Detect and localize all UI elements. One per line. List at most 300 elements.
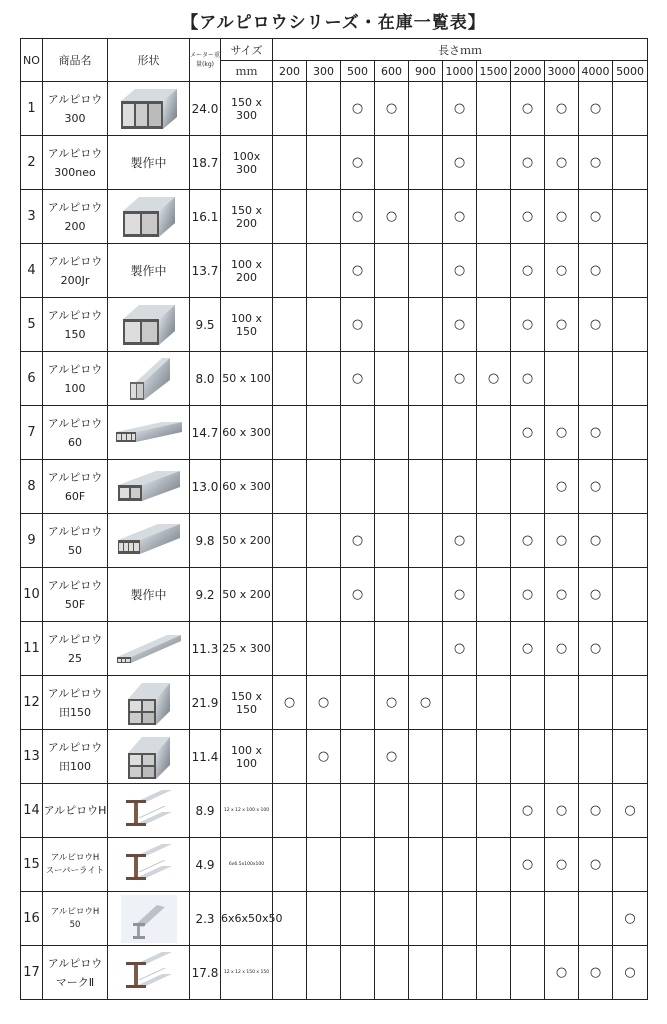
stock-cell-3000: ○ (545, 622, 579, 676)
cell-product-name (43, 514, 108, 568)
stock-cell-4000: ○ (579, 946, 613, 1000)
cell-size: 60 x 300 (221, 406, 273, 460)
cell-size: 150 x 300 (221, 82, 273, 136)
cell-no: 17 (21, 946, 43, 1000)
stock-cell-200 (273, 136, 307, 190)
stock-cell-900 (409, 514, 443, 568)
stock-cell-900 (409, 838, 443, 892)
cell-shape (108, 514, 190, 568)
stock-cell-4000 (579, 892, 613, 946)
profile-h-beam-icon (108, 950, 189, 996)
stock-cell-300 (307, 460, 341, 514)
stock-cell-1000: ○ (443, 244, 477, 298)
stock-cell-600 (375, 298, 409, 352)
product-name-line-1: アルピロウ (47, 578, 103, 592)
stock-cell-500: ○ (341, 244, 375, 298)
table-row (21, 406, 648, 460)
cell-shape (108, 244, 190, 298)
cell-no: 5 (21, 298, 43, 352)
stock-cell-900 (409, 622, 443, 676)
stock-cell-300 (307, 568, 341, 622)
cell-weight: 13.7 (190, 244, 221, 298)
stock-cell-3000 (545, 730, 579, 784)
stock-cell-5000 (613, 568, 648, 622)
stock-cell-5000 (613, 730, 648, 784)
cell-size: 50 x 100 (221, 352, 273, 406)
stock-cell-300 (307, 298, 341, 352)
stock-cell-1000: ○ (443, 298, 477, 352)
stock-cell-2000: ○ (511, 838, 545, 892)
page-title: 【アルピロウシリーズ・在庫一覧表】 (181, 13, 486, 33)
stock-cell-1500 (477, 298, 511, 352)
stock-cell-2000: ○ (511, 190, 545, 244)
stock-cell-500 (341, 622, 375, 676)
stock-cell-900 (409, 298, 443, 352)
stock-cell-500: ○ (341, 136, 375, 190)
stock-cell-3000 (545, 352, 579, 406)
stock-cell-4000: ○ (579, 568, 613, 622)
product-name-line-1: アルピロウ (47, 146, 103, 160)
stock-cell-2000: ○ (511, 352, 545, 406)
stock-cell-2000: ○ (511, 244, 545, 298)
stock-cell-200: ○ (273, 676, 307, 730)
stock-cell-500 (341, 730, 375, 784)
table-row (21, 460, 648, 514)
stock-cell-5000 (613, 82, 648, 136)
stock-cell-2000 (511, 892, 545, 946)
cell-shape (108, 838, 190, 892)
stock-cell-900 (409, 244, 443, 298)
table-row (21, 568, 648, 622)
stock-cell-2000: ○ (511, 82, 545, 136)
stock-cell-2000 (511, 730, 545, 784)
cell-weight: 2.3 (190, 892, 221, 946)
stock-cell-900 (409, 568, 443, 622)
header-length-2000: 2000 (511, 61, 545, 82)
table-row (21, 622, 648, 676)
cell-product-name (43, 352, 108, 406)
stock-cell-4000: ○ (579, 784, 613, 838)
stock-cell-3000: ○ (545, 568, 579, 622)
stock-cell-3000 (545, 892, 579, 946)
cell-no: 8 (21, 460, 43, 514)
header-shape: 形状 (108, 39, 190, 82)
cell-size: 12 x 12 x 150 x 150 (221, 946, 273, 1000)
stock-cell-1000 (443, 730, 477, 784)
cell-no: 11 (21, 622, 43, 676)
stock-cell-3000 (545, 676, 579, 730)
profile-flat-4cell-icon (108, 522, 189, 560)
stock-cell-1500 (477, 406, 511, 460)
stock-cell-600 (375, 406, 409, 460)
table-row (21, 676, 648, 730)
table-row (21, 514, 648, 568)
stock-cell-5000 (613, 136, 648, 190)
product-name-line-1: アルピロウH (50, 852, 100, 863)
cell-shape (108, 892, 190, 946)
product-name-line-2: 150 (64, 327, 86, 341)
stock-cell-600: ○ (375, 676, 409, 730)
stock-cell-500: ○ (341, 352, 375, 406)
stock-cell-200 (273, 514, 307, 568)
cell-no: 16 (21, 892, 43, 946)
table-row (21, 838, 648, 892)
product-name-line-2: 60 (68, 435, 82, 449)
stock-cell-900 (409, 82, 443, 136)
stock-cell-900 (409, 136, 443, 190)
stock-cell-200 (273, 568, 307, 622)
stock-cell-1000 (443, 406, 477, 460)
stock-cell-4000: ○ (579, 406, 613, 460)
cell-no: 2 (21, 136, 43, 190)
profile-tall-2cell-icon (108, 356, 189, 402)
stock-cell-4000: ○ (579, 244, 613, 298)
stock-cell-500: ○ (341, 82, 375, 136)
cell-size: 50 x 200 (221, 568, 273, 622)
stock-cell-4000: ○ (579, 82, 613, 136)
cell-shape (108, 190, 190, 244)
stock-cell-600 (375, 838, 409, 892)
stock-cell-1000: ○ (443, 514, 477, 568)
table-row (21, 784, 648, 838)
product-name-line-2: 60F (64, 489, 86, 503)
stock-cell-900 (409, 352, 443, 406)
stock-cell-1000: ○ (443, 568, 477, 622)
cell-product-name (43, 838, 108, 892)
stock-cell-3000: ○ (545, 82, 579, 136)
stock-cell-200 (273, 838, 307, 892)
cell-weight: 11.3 (190, 622, 221, 676)
stock-cell-200 (273, 190, 307, 244)
cell-size: 100 x 100 (221, 730, 273, 784)
stock-cell-200 (273, 406, 307, 460)
stock-cell-3000: ○ (545, 190, 579, 244)
cell-no: 9 (21, 514, 43, 568)
stock-cell-300: ○ (307, 676, 341, 730)
cell-shape (108, 352, 190, 406)
stock-cell-4000: ○ (579, 838, 613, 892)
profile-flat-multicell-icon (108, 418, 189, 448)
cell-size: 6x6.5x100x100 (221, 838, 273, 892)
cell-shape (108, 406, 190, 460)
cell-size: 12 x 12 x 100 x 100 (221, 784, 273, 838)
stock-cell-200 (273, 730, 307, 784)
stock-cell-300 (307, 406, 341, 460)
cell-product-name (43, 622, 108, 676)
stock-cell-2000: ○ (511, 514, 545, 568)
profile-box-2cell-icon (108, 303, 189, 347)
stock-cell-1500 (477, 838, 511, 892)
product-name-line-2: スーパーライト (45, 865, 105, 876)
stock-cell-3000: ○ (545, 946, 579, 1000)
cell-size: 6x6x50x50 (221, 892, 273, 946)
product-name-line-1: アルピロウH (50, 906, 100, 917)
product-name-line-2: マークⅡ (55, 975, 95, 989)
stock-cell-600 (375, 946, 409, 1000)
stock-cell-900 (409, 730, 443, 784)
header-length-4000: 4000 (579, 61, 613, 82)
cell-size: 100 x 200 (221, 244, 273, 298)
stock-cell-300 (307, 784, 341, 838)
stock-cell-900 (409, 946, 443, 1000)
cell-shape (108, 82, 190, 136)
stock-cell-3000: ○ (545, 784, 579, 838)
stock-cell-500: ○ (341, 514, 375, 568)
stock-cell-300 (307, 136, 341, 190)
cell-shape (108, 622, 190, 676)
shape-status-text: 製作中 (130, 156, 167, 170)
stock-cell-1500 (477, 190, 511, 244)
cell-product-name (43, 406, 108, 460)
cell-weight: 13.0 (190, 460, 221, 514)
stock-cell-600 (375, 136, 409, 190)
cell-shape (108, 460, 190, 514)
stock-cell-300 (307, 892, 341, 946)
cell-no: 3 (21, 190, 43, 244)
cell-weight: 11.4 (190, 730, 221, 784)
stock-cell-1000: ○ (443, 352, 477, 406)
stock-cell-3000: ○ (545, 514, 579, 568)
table-body (21, 82, 648, 1000)
stock-cell-200 (273, 460, 307, 514)
stock-cell-600 (375, 460, 409, 514)
stock-cell-500: ○ (341, 298, 375, 352)
stock-cell-600 (375, 352, 409, 406)
stock-cell-2000: ○ (511, 622, 545, 676)
header-length-900: 900 (409, 61, 443, 82)
cell-product-name (43, 136, 108, 190)
stock-cell-3000: ○ (545, 838, 579, 892)
inventory-table (20, 38, 648, 1000)
stock-cell-1500 (477, 622, 511, 676)
header-length-1000: 1000 (443, 61, 477, 82)
stock-cell-5000 (613, 298, 648, 352)
stock-cell-200 (273, 946, 307, 1000)
stock-cell-5000 (613, 244, 648, 298)
table-row (21, 190, 648, 244)
cell-product-name (43, 460, 108, 514)
stock-cell-1000 (443, 946, 477, 1000)
cell-product-name (43, 946, 108, 1000)
cell-size: 150 x 200 (221, 190, 273, 244)
profile-box-3cell-icon (108, 87, 189, 131)
cell-shape (108, 568, 190, 622)
cell-weight: 24.0 (190, 82, 221, 136)
product-name-line-1: アルピロウ (47, 524, 103, 538)
stock-cell-1000 (443, 838, 477, 892)
cell-no: 1 (21, 82, 43, 136)
cell-weight: 14.7 (190, 406, 221, 460)
stock-cell-1500 (477, 730, 511, 784)
cell-product-name (43, 244, 108, 298)
stock-cell-600 (375, 568, 409, 622)
stock-cell-1500 (477, 82, 511, 136)
stock-cell-900 (409, 460, 443, 514)
cell-no: 12 (21, 676, 43, 730)
cell-no: 10 (21, 568, 43, 622)
cell-size: 60 x 300 (221, 460, 273, 514)
stock-cell-1000: ○ (443, 190, 477, 244)
product-name-line-2: 100 (64, 381, 86, 395)
stock-cell-1500 (477, 676, 511, 730)
header-name: 商品名 (43, 39, 108, 82)
cell-size: 50 x 200 (221, 514, 273, 568)
stock-cell-900 (409, 892, 443, 946)
stock-cell-5000 (613, 460, 648, 514)
table-row (21, 946, 648, 1000)
stock-cell-5000: ○ (613, 784, 648, 838)
stock-cell-4000 (579, 352, 613, 406)
product-name-line-1: アルピロウ (47, 470, 103, 484)
stock-cell-500 (341, 892, 375, 946)
product-name-line-1: アルピロウ (47, 92, 103, 106)
header-no: NO (21, 39, 43, 82)
cell-product-name (43, 568, 108, 622)
product-name-line-1: アルピロウ (47, 632, 103, 646)
profile-square-4cell-icon (108, 679, 189, 727)
table-row (21, 244, 648, 298)
cell-product-name (43, 784, 108, 838)
table-row (21, 298, 648, 352)
cell-weight: 16.1 (190, 190, 221, 244)
stock-cell-5000 (613, 838, 648, 892)
stock-cell-1500 (477, 136, 511, 190)
header-length-1500: 1500 (477, 61, 511, 82)
cell-product-name (43, 730, 108, 784)
stock-cell-2000: ○ (511, 568, 545, 622)
stock-cell-200 (273, 784, 307, 838)
stock-cell-3000: ○ (545, 406, 579, 460)
cell-weight: 17.8 (190, 946, 221, 1000)
header-size-unit: ｍｍ (221, 61, 273, 82)
product-name-line-1: アルピロウH (43, 804, 107, 817)
stock-cell-3000: ○ (545, 136, 579, 190)
shape-status-text: 製作中 (130, 264, 167, 278)
stock-cell-1000 (443, 784, 477, 838)
stock-cell-5000 (613, 622, 648, 676)
product-name-line-1: アルピロウ (47, 254, 103, 268)
stock-cell-1500 (477, 460, 511, 514)
profile-flat-wide-icon (108, 467, 189, 507)
header-length-500: 500 (341, 61, 375, 82)
stock-cell-900: ○ (409, 676, 443, 730)
table-row (21, 352, 648, 406)
cell-shape (108, 946, 190, 1000)
stock-cell-600 (375, 244, 409, 298)
stock-cell-1500 (477, 568, 511, 622)
cell-product-name (43, 676, 108, 730)
stock-cell-2000 (511, 460, 545, 514)
stock-cell-1000 (443, 892, 477, 946)
stock-cell-200 (273, 298, 307, 352)
stock-cell-600 (375, 514, 409, 568)
header-length-3000: 3000 (545, 61, 579, 82)
stock-cell-200 (273, 352, 307, 406)
stock-cell-1000: ○ (443, 622, 477, 676)
cell-weight: 4.9 (190, 838, 221, 892)
stock-cell-500 (341, 676, 375, 730)
stock-cell-200 (273, 244, 307, 298)
stock-cell-3000: ○ (545, 460, 579, 514)
stock-cell-500 (341, 946, 375, 1000)
stock-cell-4000: ○ (579, 136, 613, 190)
profile-thin-plank-icon (108, 631, 189, 667)
stock-cell-300 (307, 946, 341, 1000)
product-name-line-1: アルピロウ (47, 956, 103, 970)
table-row (21, 136, 648, 190)
stock-cell-300 (307, 244, 341, 298)
stock-cell-500 (341, 406, 375, 460)
product-name-line-2: 50 (68, 543, 82, 557)
product-name-line-2: 田150 (59, 705, 91, 719)
stock-cell-4000: ○ (579, 298, 613, 352)
cell-no: 4 (21, 244, 43, 298)
header-weight: メーター重量(kg) (190, 39, 221, 82)
cell-product-name (43, 298, 108, 352)
stock-cell-4000 (579, 730, 613, 784)
stock-cell-300 (307, 622, 341, 676)
product-name-line-1: アルピロウ (47, 362, 103, 376)
stock-cell-5000 (613, 190, 648, 244)
stock-cell-200 (273, 622, 307, 676)
cell-weight: 9.8 (190, 514, 221, 568)
stock-cell-600: ○ (375, 190, 409, 244)
product-name-line-1: アルピロウ (47, 416, 103, 430)
stock-cell-5000: ○ (613, 946, 648, 1000)
cell-weight: 18.7 (190, 136, 221, 190)
product-name-line-2: 25 (68, 651, 82, 665)
stock-cell-5000 (613, 352, 648, 406)
profile-h-beam-icon (108, 788, 189, 834)
stock-cell-1000: ○ (443, 82, 477, 136)
cell-no: 13 (21, 730, 43, 784)
cell-size: 25 x 300 (221, 622, 273, 676)
stock-cell-300 (307, 514, 341, 568)
stock-cell-2000 (511, 676, 545, 730)
stock-cell-4000 (579, 676, 613, 730)
cell-size: 100 x 150 (221, 298, 273, 352)
cell-product-name (43, 190, 108, 244)
stock-cell-2000: ○ (511, 298, 545, 352)
header-length-600: 600 (375, 61, 409, 82)
stock-cell-4000: ○ (579, 460, 613, 514)
stock-cell-5000 (613, 676, 648, 730)
stock-cell-600 (375, 784, 409, 838)
cell-product-name (43, 892, 108, 946)
product-name-line-2: 200 (64, 219, 86, 233)
cell-product-name (43, 82, 108, 136)
stock-cell-1500 (477, 946, 511, 1000)
product-name-line-2: 200Jr (60, 273, 90, 287)
table-row (21, 82, 648, 136)
header-length: 長さｍｍ (273, 39, 648, 61)
cell-size: 150 x 150 (221, 676, 273, 730)
stock-cell-600 (375, 622, 409, 676)
stock-cell-5000: ○ (613, 892, 648, 946)
table-row (21, 730, 648, 784)
stock-cell-900 (409, 406, 443, 460)
stock-cell-500 (341, 838, 375, 892)
cell-no: 7 (21, 406, 43, 460)
header-length-5000: 5000 (613, 61, 648, 82)
product-name-line-1: アルピロウ (47, 200, 103, 214)
header-size: サイズ (221, 39, 273, 61)
stock-cell-1000: ○ (443, 136, 477, 190)
stock-cell-1500 (477, 244, 511, 298)
header-length-200: 200 (273, 61, 307, 82)
stock-cell-600: ○ (375, 730, 409, 784)
cell-weight: 8.0 (190, 352, 221, 406)
